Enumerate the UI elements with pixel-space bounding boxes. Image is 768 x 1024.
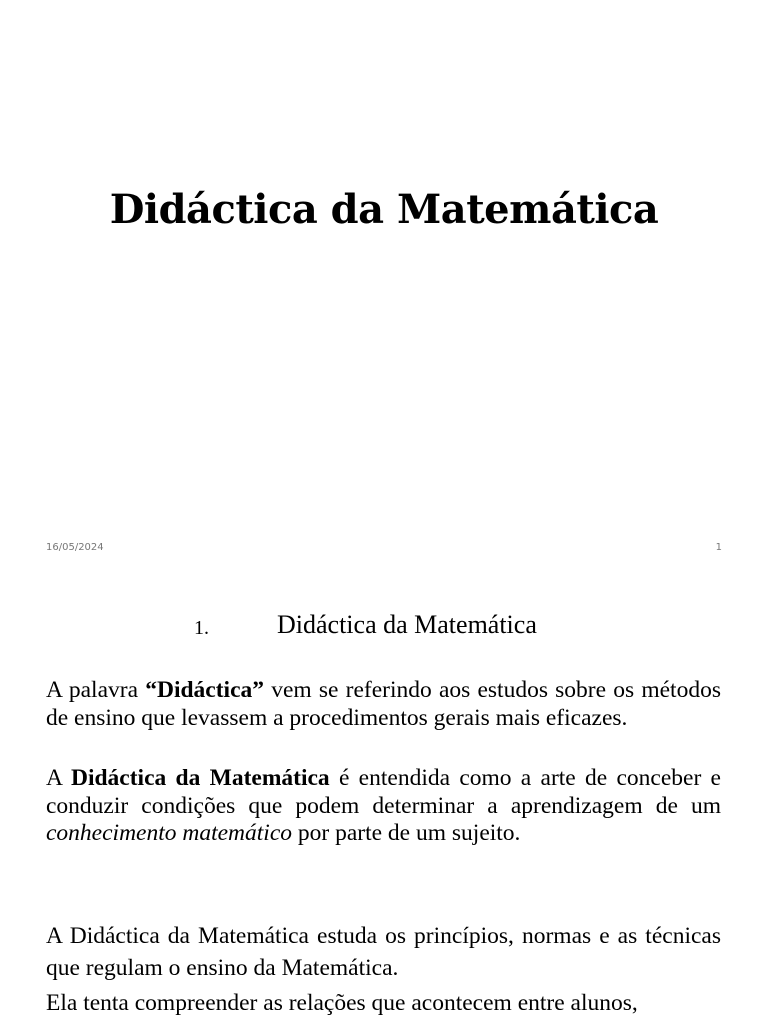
text-run: por parte de um sujeito.: [292, 820, 521, 846]
bold-term: Didáctica da Matemática: [70, 765, 330, 791]
italic-term: conhecimento matemático: [46, 820, 293, 846]
text-run: vem se referindo aos estudos sobre os métodos de ensino que levassem a procedimentos gerais mais eficazes.: [46, 677, 721, 731]
slide-date: 16/05/2024: [46, 542, 104, 553]
paragraph-didactica-definition: [46, 677, 721, 732]
paragraph-didactica-matematica-definition: [46, 765, 721, 848]
text-run: A: [46, 765, 71, 791]
section-number: 1.: [194, 617, 209, 639]
paragraph-principles: A Didáctica da Matemática estuda os princípios, normas e as técnicas que regulam o ensino da Matemática.: [46, 923, 721, 981]
section-title: Didáctica da Matemática: [277, 610, 537, 639]
text-run: é entendida como a arte de conceber e conduzir condições que podem determinar a aprendizagem de um: [46, 765, 721, 819]
slide-title: Didáctica da Matemática: [109, 186, 659, 233]
bold-term: “Didáctica”: [145, 677, 265, 703]
content-slide: [0, 570, 768, 1024]
text-run: A palavra: [46, 677, 146, 703]
paragraph-relations: Ela tenta compreender as relações que acontecem entre alunos,: [46, 990, 638, 1016]
slide-page-number: 1: [715, 542, 722, 553]
